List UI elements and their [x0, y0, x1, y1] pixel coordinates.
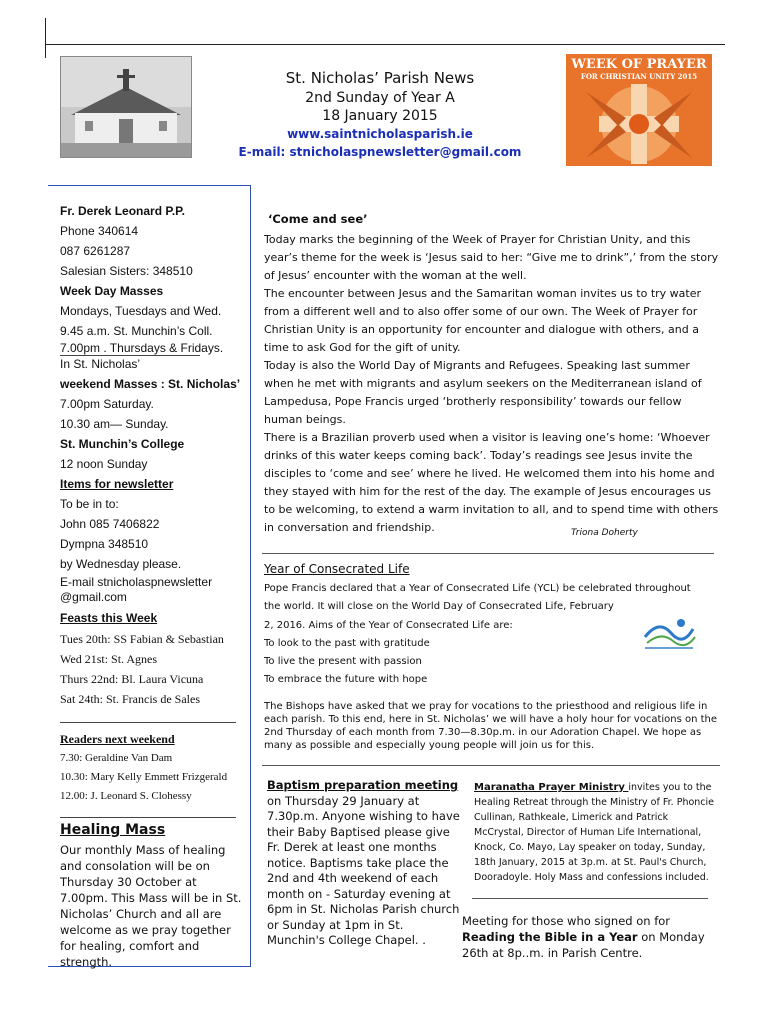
- maranatha-notice: [474, 780, 714, 885]
- baptism-body: on Thursday 29 January at 7.30p.m. Anyone wishing to have their Baby Baptised please give Fr. Derek at least one months notice. Baptisms take place the 2nd and 4th weekend of each month on - Saturday evening at 6pm in St. Nicholas Parish church or Sunday at 1pm in St. Munchin's College Chapel. .: [267, 793, 460, 947]
- ycl-line: To look to the past with gratitude: [264, 638, 430, 649]
- ycl-line: To live the present with passion: [264, 656, 422, 667]
- items-deadline: by Wednesday please.: [60, 557, 182, 571]
- ycl-line: Pope Francis declared that a Year of Consecrated Life (YCL) be celebrated throughout: [264, 583, 691, 594]
- ycl-heading: Year of Consecrated Life: [264, 562, 410, 576]
- baptism-heading: Baptism preparation meeting: [267, 778, 459, 792]
- salesian-sisters: Salesian Sisters: 348510: [60, 264, 193, 278]
- article-divider: [262, 553, 714, 554]
- feast-item: Thurs 22nd: Bl. Laura Vicuna: [60, 672, 204, 686]
- bible-reading-prefix: Meeting for those who signed on for: [462, 914, 671, 928]
- feast-item: Sat 24th: St. Francis de Sales: [60, 692, 200, 706]
- bible-reading-title: Reading the Bible in a Year: [462, 930, 638, 944]
- items-heading: Items for newsletter: [60, 477, 174, 491]
- reader-item: 7.30: Geraldine Van Dam: [60, 752, 173, 764]
- top-left-rule: [45, 18, 46, 58]
- newsletter-subtitle-sunday: 2nd Sunday of Year A: [305, 90, 455, 106]
- article-title: ‘Come and see’: [268, 212, 368, 226]
- bible-reading-notice: [462, 913, 712, 961]
- readers-heading: Readers next weekend: [60, 732, 175, 746]
- ycl-logo-image: [641, 613, 697, 653]
- logo-subtitle: FOR CHRISTIAN UNITY 2015: [580, 72, 698, 81]
- weekday-place: In St. Nicholas’: [60, 357, 141, 371]
- top-rule: [45, 44, 725, 45]
- ycl-line: 2, 2016. Aims of the Year of Consecrated Life are:: [264, 620, 513, 631]
- maranatha-body: invites you to the Healing Retreat through the Ministry of Fr. Phoncie Cullinan, Rathkeale, Limerick and Patrick McCrystal, Director of Human Life International, Knock, Co. Mayo, Lay speaker on today, Sunday, 18th January, 2015 at 3p.m. at St. Paul's Church, Dooradoyle. Holy Mass and confessions included.: [474, 782, 715, 883]
- article-paragraph: Today is also the World Day of Migrants and Refugees. Speaking last summer when he met with migrants and asylum seekers on the Mediterranean island of Lampedusa, Pope Francis urged ‘brotherly responsibility’ towards our fellow human beings.: [264, 359, 702, 426]
- website-link[interactable]: www.saintnicholasparish.ie: [287, 127, 473, 141]
- logo-title: WEEK OF PRAYER: [571, 57, 707, 72]
- munchin-heading: St. Munchin’s College: [60, 437, 185, 451]
- feasts-heading: Feasts this Week: [60, 611, 158, 625]
- weekend-time-2: 10.30 am— Sunday.: [60, 417, 169, 431]
- items-email-2: @gmail.com: [60, 590, 127, 604]
- healing-mass-body: Our monthly Mass of healing and consolation will be on Thursday 30 October at 7.00pm. This Mass will be in St. Nicholas’ Church and all are welcome as we pray together for healing, comfort and strength.: [60, 843, 242, 969]
- bible-reading-suffix: on Monday 26th at 8p..m. in Parish Centre.: [462, 930, 705, 960]
- phone-2: 087 6261287: [60, 244, 131, 258]
- feast-item: Wed 21st: St. Agnes: [60, 652, 158, 666]
- newsletter-title: St. Nicholas’ Parish News: [285, 69, 475, 87]
- article-paragraph: Today marks the beginning of the Week of Prayer for Christian Unity, and this year’s theme for the week is ‘Jesus said to her: “Give me to drink”,’ from the story of Jesus’ encounter with the woman at the well.: [264, 233, 719, 282]
- phone-1: Phone 340614: [60, 224, 139, 238]
- munchin-time: 12 noon Sunday: [60, 457, 148, 471]
- items-to: To be in to:: [60, 497, 119, 511]
- baptism-notice: [267, 778, 462, 949]
- feasts-divider: [60, 722, 236, 723]
- maranatha-heading: Maranatha Prayer Ministry: [474, 782, 629, 793]
- healing-mass-heading: Healing Mass: [60, 822, 166, 838]
- church-photo: [60, 56, 192, 158]
- weekday-time-1: 9.45 a.m. St. Munchin’s Coll.: [60, 324, 213, 338]
- article-body: [264, 231, 719, 537]
- weekday-divider: [60, 355, 200, 356]
- ycl-line: To embrace the future with hope: [264, 674, 428, 685]
- items-john: John 085 7406822: [60, 517, 160, 531]
- priest-name: Fr. Derek Leonard P.P.: [60, 204, 185, 218]
- readers-divider: [60, 817, 236, 818]
- newsletter-date: 18 January 2015: [322, 108, 438, 124]
- items-dympna: Dympna 348510: [60, 537, 149, 551]
- feast-item: Tues 20th: SS Fabian & Sebastian: [60, 632, 224, 646]
- reader-item: 12.00: J. Leonard S. Clohessy: [60, 790, 192, 802]
- ycl-line: the world. It will close on the World Day of Consecrated Life, February: [264, 601, 614, 612]
- week-of-prayer-logo: [566, 54, 712, 166]
- weekday-days: Mondays, Tuesdays and Wed.: [60, 304, 222, 318]
- weekend-masses-heading: weekend Masses : St. Nicholas’: [60, 377, 241, 391]
- maranatha-divider: [472, 898, 708, 899]
- weekday-masses-heading: Week Day Masses: [60, 284, 164, 298]
- ycl-divider: [262, 765, 720, 766]
- article-signature: Triona Doherty: [571, 528, 638, 538]
- article-paragraph: The encounter between Jesus and the Samaritan woman invites us to try water from a different well and to also offer some of our own. The Week of Prayer for Christian Unity is an opportunity for encounter and dialogue with others, and a time to ask God for the gift of unity.: [264, 287, 702, 354]
- weekend-time-1: 7.00pm Saturday.: [60, 397, 154, 411]
- email-link[interactable]: E-mail: stnicholaspnewsletter@gmail.com: [238, 145, 522, 159]
- items-email-1: E-mail stnicholaspnewsletter: [60, 575, 213, 589]
- article-paragraph: There is a Brazilian proverb used when a visitor is leaving one’s home: ‘Whoever drinks of this water keeps coming back’. Today’s readings see Jesus invite the disciples to ‘come and see’ where he lived. He welcomed them into his home and they stayed with him for the rest of the day. The example of Jesus encourages us to be welcoming, to extend a warm invitation to all, and to spend time with others in conversation and friendship.: [264, 431, 719, 534]
- weekday-time-2: 7.00pm . Thursdays & Fridays.: [60, 341, 224, 355]
- bishops-vocations-notice: The Bishops have asked that we pray for vocations to the priesthood and religious life in each parish. To this end, here in St. Nicholas’ we will have a holy hour for vocations on the 2nd Thursday of each month from 7.30—8.30p.m. in our Adoration Chapel. We hope as many as possible and especially young people will join us for this.: [264, 701, 718, 751]
- reader-item: 10.30: Mary Kelly Emmett Frizgerald: [60, 771, 228, 783]
